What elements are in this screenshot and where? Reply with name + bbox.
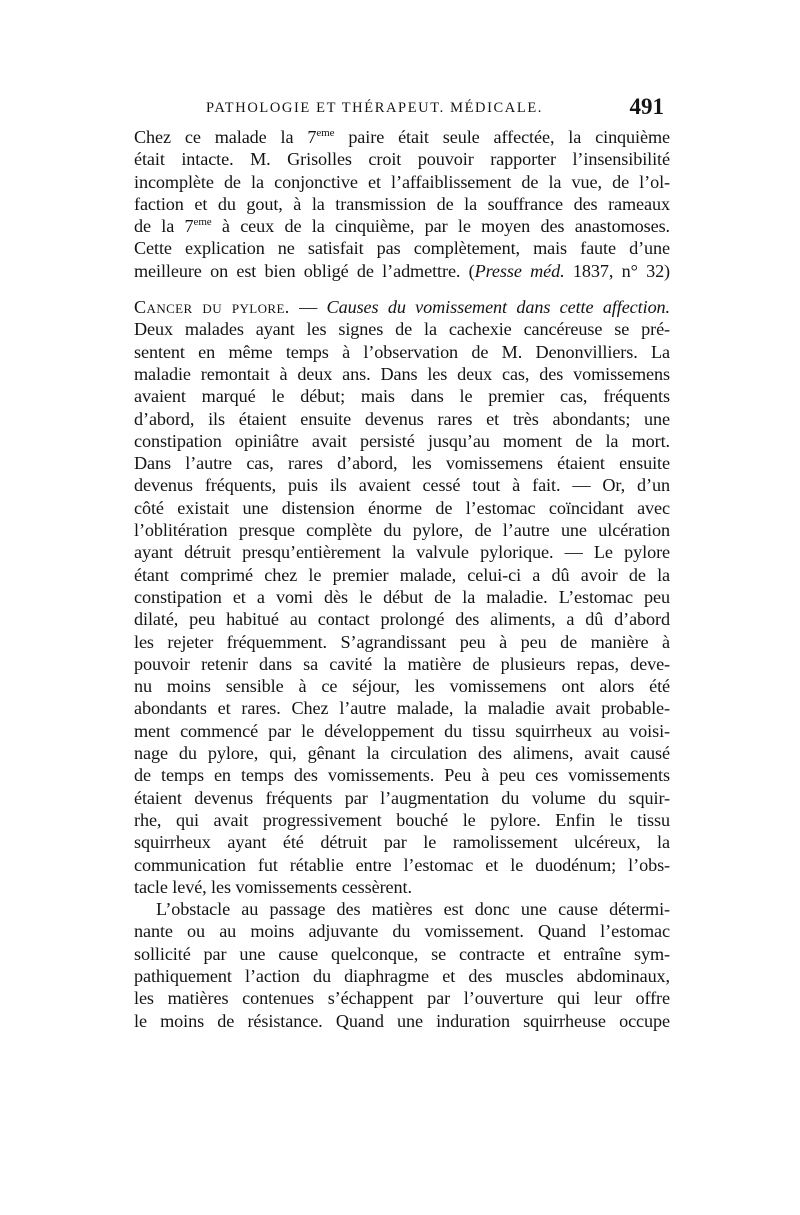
text-line: L’obstacle au passage des matières est donc une cause détermi- <box>156 899 670 920</box>
section-cancer-du-pylore <box>134 296 670 898</box>
text-line: devenus fréquents, puis ils avaient cessé tout à fait. — Or, d’un <box>134 475 670 496</box>
text-line: constipation opiniâtre avait persisté jusqu’au moment de la mort. <box>134 430 670 451</box>
text-line: ayant détruit presqu’entièrement la valvule pylorique. — Le pylore <box>134 542 670 563</box>
book-page <box>134 96 670 1032</box>
text-line: les matières contenues s’échappent par l’ouverture qui leur offre <box>134 988 670 1009</box>
running-head <box>134 96 670 126</box>
text-line: maladie remontait à deux ans. Dans les deux cas, des vomissemens <box>134 363 670 384</box>
text-line: tacle levé, les vomissements cessèrent. <box>134 876 412 897</box>
text-line: ment commencé par le développement du tissu squirrheux au voisi- <box>134 720 670 741</box>
running-title: PATHOLOGIE ET THÉRAPEUT. MÉDICALE. <box>206 100 544 116</box>
section-lead-in: Cancer du pylore. <box>134 297 290 318</box>
paragraph-facial-nerve <box>134 126 670 282</box>
text-line: nage du pylore, qui, gênant la circulation des alimens, avait causé <box>134 743 670 764</box>
text-line: nu moins sensible à ce séjour, les vomissemens ont alors été <box>134 676 670 697</box>
text-line: pathiquement l’action du diaphragme et des muscles abdominaux, <box>134 965 670 986</box>
text-line: d’abord, ils étaient ensuite devenus rares et très abondants; une <box>134 408 670 429</box>
text-line: avaient marqué le début; mais dans le premier cas, fréquents <box>134 386 670 407</box>
text-line: Cette explication ne satisfait pas complètement, mais faute d’une <box>134 238 670 259</box>
text-line: de temps en temps des vomissements. Peu à peu ces vomissements <box>134 765 670 786</box>
text-line: Chez ce malade la 7eme paire était seule affectée, la cinquième <box>134 127 670 147</box>
text-line: incomplète de la conjonctive et l’affaiblissement de la vue, de l’ol- <box>134 171 670 192</box>
text-line: abondants et rares. Chez l’autre malade, la maladie avait probable- <box>134 698 670 719</box>
text-line: faction et du gout, à la transmission de la souffrance des rameaux <box>134 193 670 214</box>
text-line: de la 7eme à ceux de la cinquième, par le moyen des anastomoses. <box>134 216 671 237</box>
page-number: 491 <box>629 94 664 119</box>
text-line: communication fut rétablie entre l’estomac et le duodénum; l’obs- <box>134 854 670 875</box>
section-heading: Cancer du pylore. — Causes du vomissement dans cette affection. <box>134 297 670 318</box>
text-line: étaient devenus fréquents par l’augmentation du volume du squir- <box>134 787 670 808</box>
text-line: sentent en même temps à l’observation de M. Denonvilliers. La <box>134 341 670 362</box>
paragraph-obstacle <box>134 898 670 1032</box>
text-line: meilleure on est bien obligé de l’admettre. (Presse méd. 1837, n° 32) <box>134 260 671 281</box>
text-line: pouvoir retenir dans sa cavité la matière de plusieurs repas, deve- <box>134 653 670 674</box>
text-line: était intacte. M. Grisolles croit pouvoir rapporter l’insensibilité <box>134 149 670 170</box>
text-line: squirrheux ayant été détruit par le ramolissement ulcéreux, la <box>134 832 670 853</box>
text-line: les rejeter fréquemment. S’agrandissant peu à peu de manière à <box>134 631 670 652</box>
source-citation: Presse méd. <box>474 260 565 281</box>
text-line: nante ou au moins adjuvante du vomissement. Quand l’estomac <box>134 921 670 942</box>
text-line: côté existait une distension énorme de l’estomac coïncidant avec <box>134 497 670 518</box>
section-subtitle: Causes du vomissement dans cette affection. <box>326 297 670 318</box>
text-line: Deux malades ayant les signes de la cachexie cancéreuse se pré- <box>134 319 670 340</box>
text-line: étant comprimé chez le premier malade, celui-ci a dû avoir de la <box>134 564 670 585</box>
text-line: Dans l’autre cas, rares d’abord, les vomissemens étaient ensuite <box>134 453 670 474</box>
text-line: constipation et a vomi dès le début de la maladie. L’estomac peu <box>134 586 670 607</box>
text-line: l’oblitération presque complète du pylore, de l’autre une ulcération <box>134 520 670 541</box>
text-line: dilaté, peu habitué au contact prolongé des aliments, a dû d’abord <box>134 609 670 630</box>
section-gap <box>134 282 670 296</box>
text-line: rhe, qui avait progressivement bouché le pylore. Enfin le tissu <box>134 809 670 830</box>
text-line: sollicité par une cause quelconque, se contracte et entraîne sym- <box>134 943 670 964</box>
text-line: le moins de résistance. Quand une induration squirrheuse occupe <box>134 1010 670 1031</box>
